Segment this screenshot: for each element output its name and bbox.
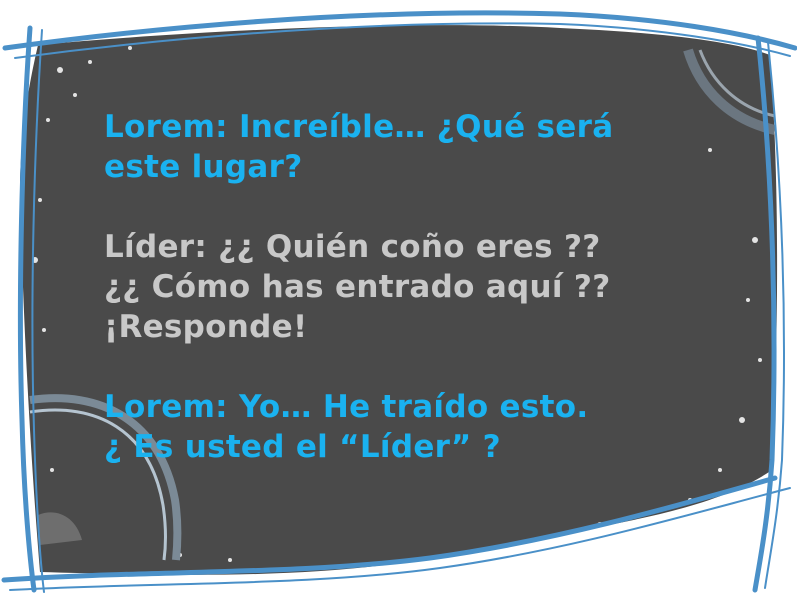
dialogue-line: Lorem: Yo… He traído esto. [104,389,589,425]
dialogue-line: ¡Responde! [104,309,308,345]
dialogue-entry-lorem-1 [104,107,724,187]
dialogue-text [104,107,724,467]
dialogue-line: este lugar? [104,149,303,185]
dialogue-line: Líder: ¿¿ Quién coño eres ?? [104,229,601,265]
dialogue-line: ¿¿ Cómo has entrado aquí ?? [104,269,611,305]
spacer [104,347,724,387]
dialogue-entry-lider [104,227,724,347]
dialogue-line: Lorem: Increíble… ¿Qué será [104,109,614,145]
dialogue-entry-lorem-2 [104,387,724,467]
spacer [104,187,724,227]
dialogue-line: ¿ Es usted el “Líder” ? [104,429,501,465]
